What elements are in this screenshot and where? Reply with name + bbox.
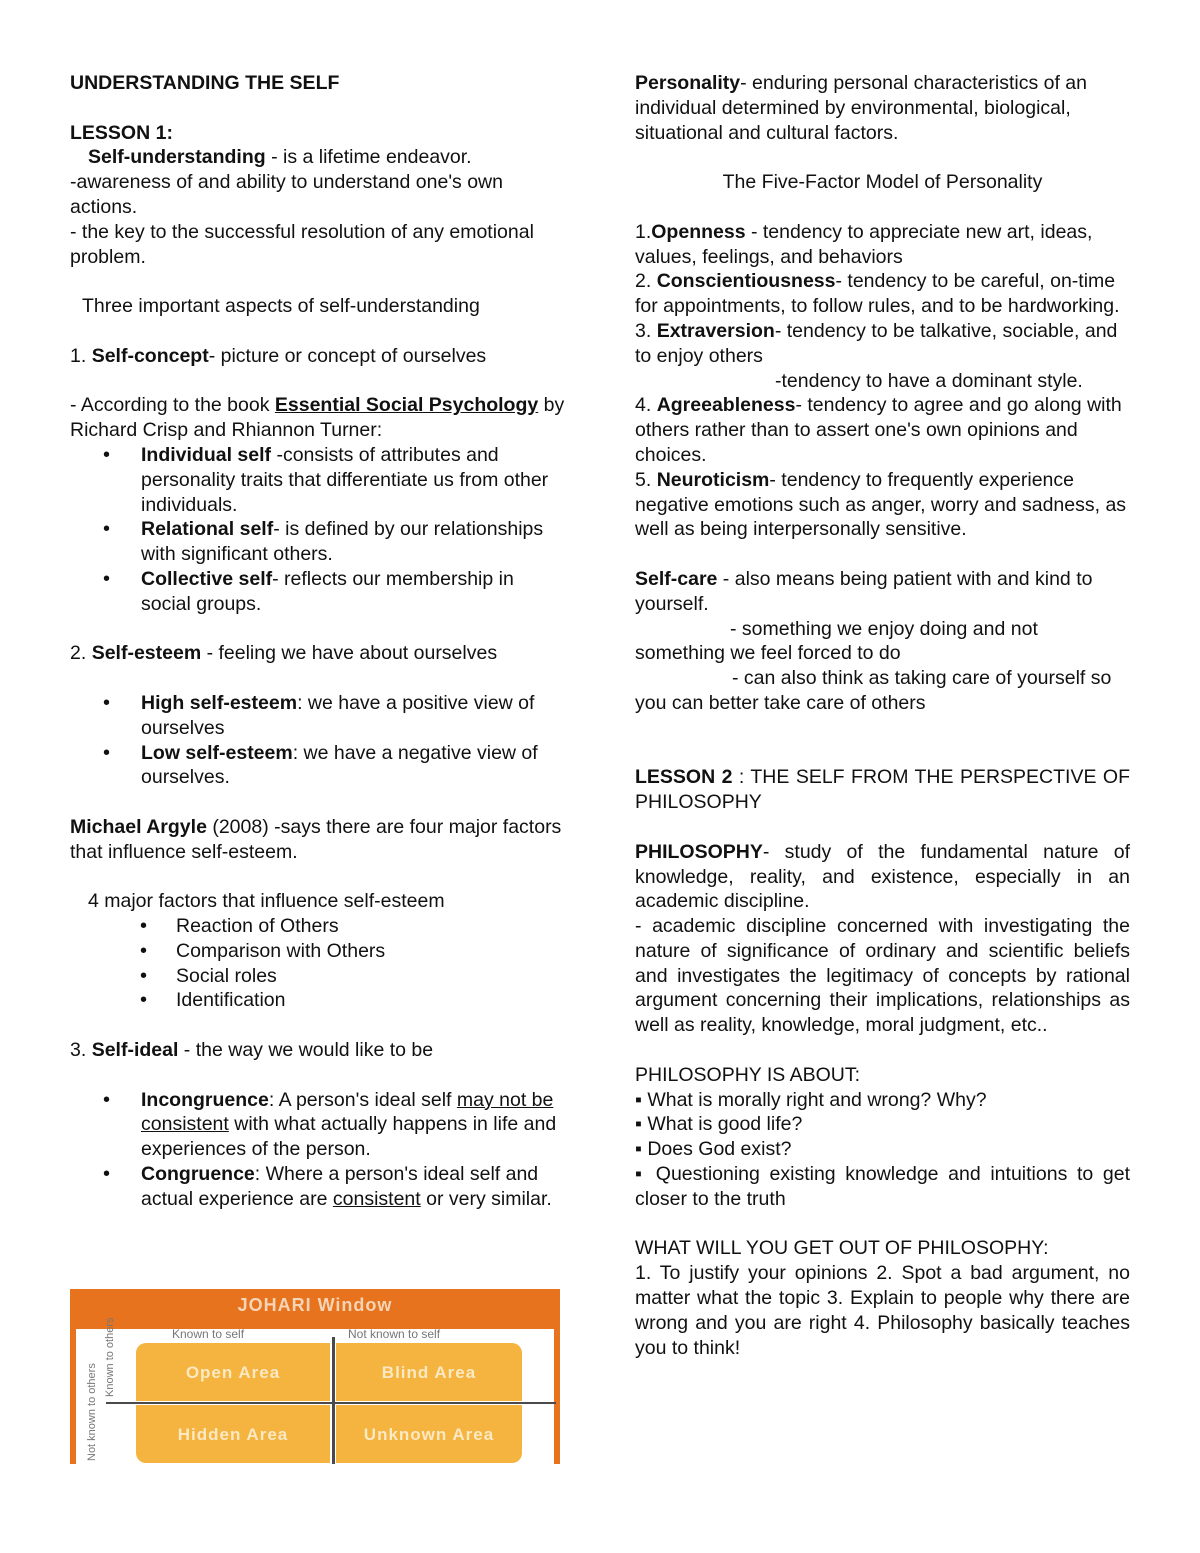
left-column bbox=[70, 71, 565, 1212]
johari-row-known-to-others: Known to others bbox=[104, 1317, 116, 1397]
selves-list bbox=[70, 443, 565, 617]
five-factor-title: The Five-Factor Model of Personality bbox=[722, 171, 1043, 194]
list-item: ▪ What is morally right and wrong? Why? bbox=[635, 1088, 987, 1111]
list-item: • Reaction of Others bbox=[70, 914, 565, 939]
johari-col-known-to-self: Known to self bbox=[172, 1327, 245, 1341]
list-item: • Social roles bbox=[70, 964, 565, 989]
johari-blind-area: Blind Area bbox=[336, 1343, 522, 1401]
self-understanding-definition: Self-understanding - is a lifetime endeavor. bbox=[88, 146, 472, 169]
self-care-line-2: - something we enjoy doing and not something we feel forced to do bbox=[635, 617, 1038, 665]
johari-col-not-known-to-self: Not known to self bbox=[348, 1327, 441, 1341]
johari-grid bbox=[76, 1317, 554, 1464]
list-item: ▪ Does God exist? bbox=[635, 1138, 792, 1161]
factors-list bbox=[70, 914, 565, 1013]
johari-hidden-area: Hidden Area bbox=[136, 1405, 330, 1463]
johari-horizontal-divider bbox=[106, 1402, 556, 1404]
list-item: ▪ What is good life? bbox=[635, 1113, 803, 1136]
list-item: • Collective self- reflects our membership in social groups. bbox=[70, 567, 565, 617]
philosophy-benefits-heading: WHAT WILL YOU GET OUT OF PHILOSOPHY: bbox=[635, 1237, 1049, 1260]
list-item: ▪ Questioning existing knowledge and intuitions to get closer to the truth bbox=[635, 1163, 1130, 1210]
list-item: • Congruence: Where a person's ideal self and actual experience are consistent or very similar. bbox=[70, 1162, 565, 1212]
johari-open-area: Open Area bbox=[136, 1343, 330, 1401]
list-item: • Relational self- is defined by our relationships with significant others. bbox=[70, 517, 565, 567]
self-understanding-awareness: -awareness of and ability to understand one's own actions. bbox=[70, 171, 503, 218]
personality-definition: Personality- enduring personal characteristics of an individual determined by environmental, biological, situational and cultural factors. bbox=[635, 72, 1087, 144]
philosophy-definition: PHILOSOPHY- study of the fundamental nature of knowledge, reality, and existence, especially in an academic discipline. bbox=[635, 840, 1130, 913]
conscientiousness-item: 2. Conscientiousness- tendency to be careful, on-time for appointments, to follow rules, and to be hardworking. bbox=[635, 270, 1120, 318]
self-care-line-3: - can also think as taking care of yourself so you can better take care of others bbox=[635, 667, 1112, 714]
lesson-2-heading: LESSON 2 : THE SELF FROM THE PERSPECTIVE OF PHILOSOPHY bbox=[635, 766, 1130, 814]
johari-title: JOHARI Window bbox=[237, 1295, 393, 1315]
congruence-list bbox=[70, 1088, 565, 1212]
factors-heading: 4 major factors that influence self-esteem bbox=[88, 890, 445, 913]
list-item: • Incongruence: A person's ideal self may not be consistent with what actually happens in life and experiences of the person. bbox=[70, 1088, 565, 1162]
lesson-1-heading: LESSON 1: bbox=[70, 121, 173, 144]
self-understanding-key: - the key to the successful resolution of any emotional problem. bbox=[70, 220, 534, 268]
list-item: • Low self-esteem: we have a negative view of ourselves. bbox=[70, 741, 565, 791]
johari-window-figure bbox=[70, 1289, 560, 1464]
self-care-definition: Self-care - also means being patient with and kind to yourself. bbox=[635, 567, 1093, 615]
list-item: • Identification bbox=[70, 988, 565, 1013]
self-esteem-definition: 2. Self-esteem - feeling we have about ourselves bbox=[70, 642, 498, 665]
list-item: • High self-esteem: we have a positive view of ourselves bbox=[70, 691, 565, 741]
johari-vertical-divider bbox=[332, 1337, 335, 1464]
right-column bbox=[635, 71, 1130, 1360]
philosophy-about-heading: PHILOSOPHY IS ABOUT: bbox=[635, 1063, 861, 1086]
list-item: • Individual self -consists of attributes and personality traits that differentiate us from other individuals. bbox=[70, 443, 565, 517]
johari-unknown-area: Unknown Area bbox=[336, 1405, 522, 1463]
agreeableness-item: 4. Agreeableness- tendency to agree and go along with others rather than to assert one's own opinions and choices. bbox=[635, 394, 1122, 466]
book-reference: - According to the book Essential Social Psychology by Richard Crisp and Rhiannon Turner: bbox=[70, 394, 565, 442]
list-item: • Comparison with Others bbox=[70, 939, 565, 964]
neuroticism-item: 5. Neuroticism- tendency to frequently experience negative emotions such as anger, worry and sadness, as well as being interpersonally sensitive. bbox=[635, 468, 1127, 541]
extraversion-line-2: -tendency to have a dominant style. bbox=[775, 369, 1083, 392]
self-ideal-definition: 3. Self-ideal - the way we would like to be bbox=[70, 1039, 434, 1062]
esteem-list bbox=[70, 691, 565, 790]
philosophy-discipline: - academic discipline concerned with investigating the nature of significance of ordinary and scientific beliefs and investigates the legitimacy of concepts by rational argument concerning their implications, relationships as well as reality, knowledge, moral judgment, etc.. bbox=[635, 915, 1130, 1037]
extraversion-item: 3. Extraversion- tendency to be talkative, sociable, and to enjoy others bbox=[635, 319, 1118, 367]
document-title: UNDERSTANDING THE SELF bbox=[70, 72, 340, 94]
aspects-heading: Three important aspects of self-understanding bbox=[82, 295, 480, 318]
openness-item: 1.Openness - tendency to appreciate new art, ideas, values, feelings, and behaviors bbox=[635, 220, 1093, 268]
philosophy-benefits-text: 1. To justify your opinions 2. Spot a bad argument, no matter what the topic 3. Explain to people why there are wrong and you are right 4. Philosophy basically teaches you to think! bbox=[635, 1262, 1130, 1359]
argyle-paragraph: Michael Argyle (2008) -says there are four major factors that influence self-esteem. bbox=[70, 815, 562, 863]
johari-row-not-known-to-others: Not known to others bbox=[86, 1363, 98, 1461]
self-concept-definition: 1. Self-concept- picture or concept of ourselves bbox=[70, 344, 487, 367]
